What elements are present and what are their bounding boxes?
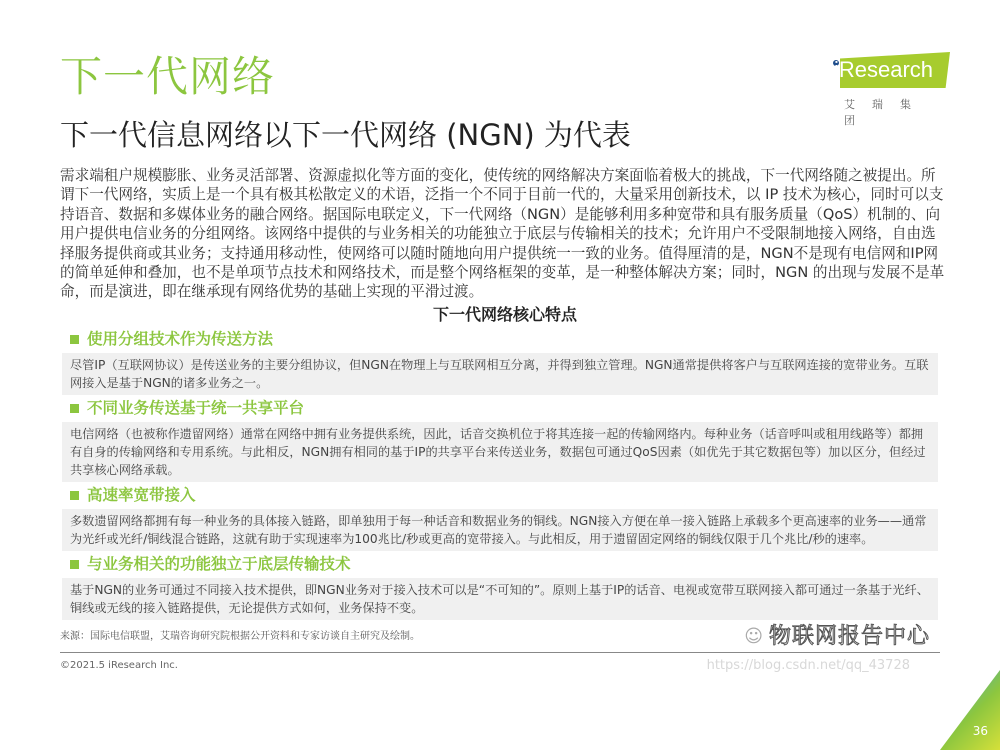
footer-bottom-row: [60, 657, 950, 675]
feature-text: 尽管IP（互联网协议）是传送业务的主要分组协议，但NGN在物理上与互联网相互分离，并得到独立管理。NGN通常提供将客户与互联网连接的宽带业务。互联网接入是基于NGN的诸多业务之一。: [62, 353, 938, 395]
feature-section: [62, 554, 938, 620]
page-title: 下一代网络: [60, 52, 276, 101]
page-subtitle: 下一代信息网络以下一代网络 (NGN) 为代表: [60, 118, 631, 152]
logo-cn: 艾瑞集团: [844, 98, 928, 127]
page-number: 36: [972, 724, 988, 738]
watermark-url: https://blog.csdn.net/qq_43728: [706, 657, 910, 673]
feature-section: [62, 398, 938, 482]
feature-heading: 不同业务传送基于统一共享平台: [87, 398, 305, 417]
source-note: 来源：国际电信联盟，艾瑞咨询研究院根据公开资料和专家访谈自主研究及绘制。: [60, 630, 420, 642]
content-column: [60, 166, 950, 675]
feature-section: [62, 485, 938, 551]
copyright: ©2021.5 iResearch Inc.: [60, 659, 178, 671]
bullet-square-icon: [70, 404, 79, 413]
bullet-square-icon: [70, 335, 79, 344]
feature-text: 多数遗留网络都拥有每一种业务的具体接入链路，即单独用于每一种话音和数据业务的铜线。NGN接入方便在单一接入链路上承载多个更高速率的业务——通常为光纤或光纤/铜线混合链路，这就有助于实现速率为100兆比/秒或更高的宽带接入。与此相反，用于遗留固定网络的铜线仅限于几个兆比/秒的速率。: [62, 509, 938, 551]
watermark-text: 物联网报告中心: [768, 623, 930, 649]
iresearch-logo: [826, 52, 951, 127]
corner-decoration: [940, 670, 1000, 750]
footer-divider: [60, 652, 940, 653]
feature-heading: 高速率宽带接入: [87, 485, 196, 504]
intro-paragraph: 需求端租户规模膨胀、业务灵活部署、资源虚拟化等方面的变化，使传统的网络解决方案面临着极大的挑战，下一代网络随之被提出。所谓下一代网络，实质上是一个具有极其松散定义的术语，泛指一个不同于目前一代的，大量采用创新技术，以 IP 技术为核心，同时可以支持语音、数据和多媒体业务的融合网络。据国际电联定义，下一代网络（NGN）是能够利用多种宽带和具有服务质量（QoS）机制的、向用户提供电信业务的分组网络。该网络中提供的与业务相关的功能独立于底层与传输相关的技术；允许用户不受限制地接入网络，自由选择服务提供商或其业务；支持通用移动性，使网络可以随时随地向用户提供统一一致的业务。值得厘清的是，NGN不是现有电信网和IP网的简单延伸和叠加，也不是单项节点技术和网络技术，而是整个网络框架的变革，是一种整体解决方案；同时，NGN 的出现与发展不是革命，而是演进，即在继承现有网络优势的基础上实现的平滑过渡。: [60, 167, 945, 301]
bullet-square-icon: [70, 560, 79, 569]
wechat-icon: ☺: [744, 625, 763, 647]
feature-heading: 使用分组技术作为传送方法: [87, 329, 274, 348]
bullet-square-icon: [70, 491, 79, 500]
watermark: [744, 624, 930, 650]
core-features-title: 下一代网络核心特点: [432, 304, 577, 324]
feature-text: 电信网络（也被称作遗留网络）通常在网络中拥有业务提供系统，因此，话音交换机位于将其连接一起的传输网络内。每种业务（话音呼叫或租用线路等）都拥有自身的传输网络和专用系统。与此相反，NGN拥有相同的基于IP的共享平台来传送业务，数据包可通过QoS因素（如优先于其它数据包等）加以区分，但经过共享核心网络承载。: [62, 422, 938, 482]
feature-heading: 与业务相关的功能独立于底层传输技术: [87, 554, 351, 573]
logo-brand: iResearch: [834, 57, 934, 82]
feature-section: [62, 329, 938, 395]
feature-text: 基于NGN的业务可通过不同接入技术提供，即NGN业务对于接入技术可以是“不可知的”。原则上基于IP的话音、电视或宽带互联网接入都可通过一条基于光纤、铜线或无线的接入链路提供，无论提供方式如何，业务保持不变。: [62, 578, 938, 620]
footer-top-row: [60, 624, 950, 650]
